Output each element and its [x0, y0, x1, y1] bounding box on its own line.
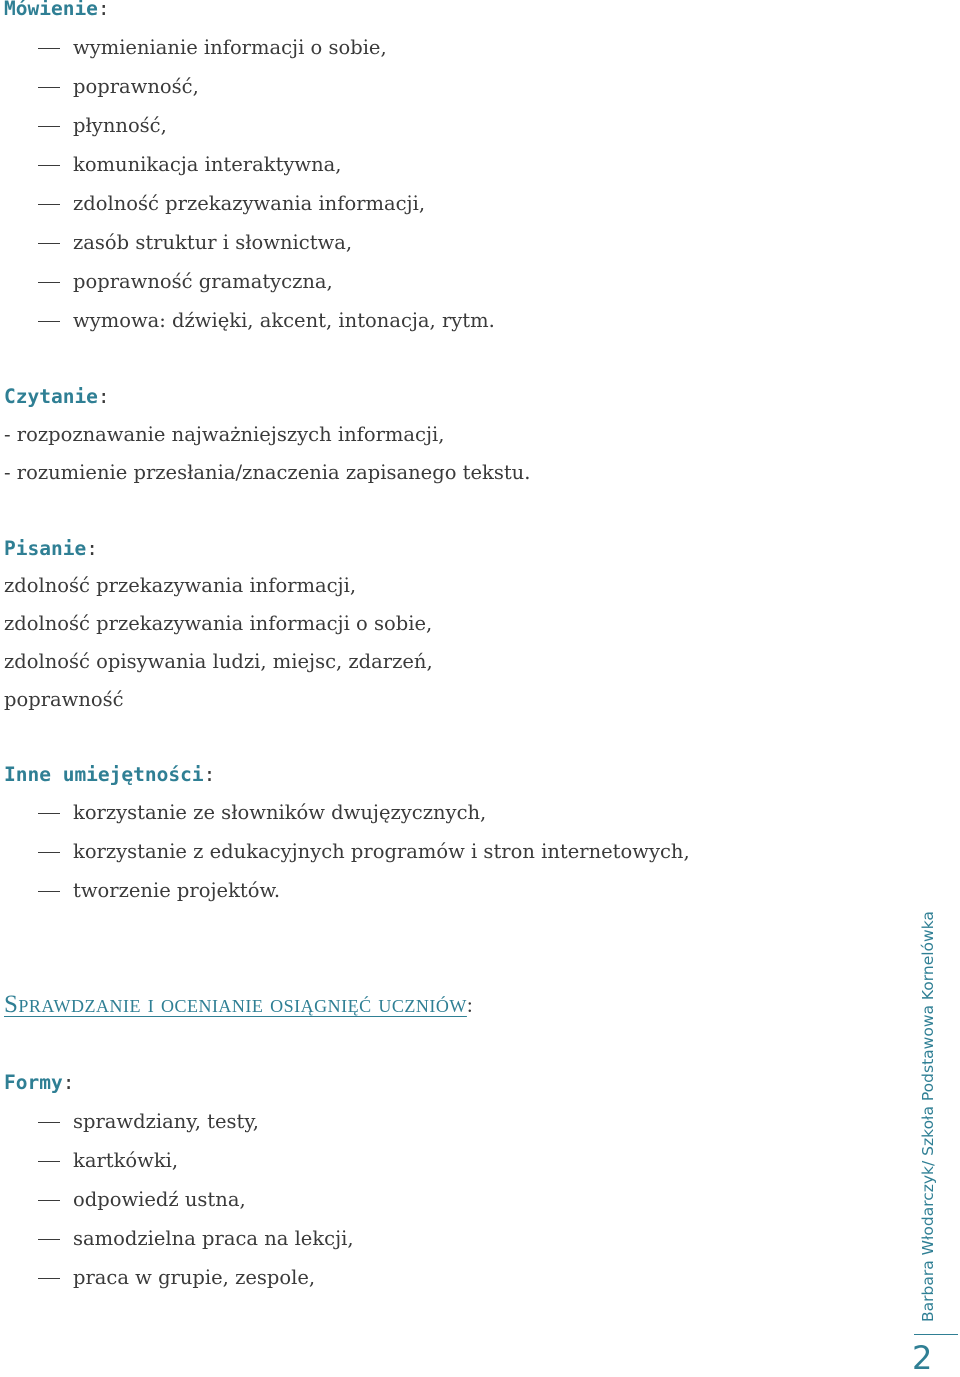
dash-bullet: [38, 1122, 60, 1123]
heading-colon: :: [62, 1071, 75, 1094]
list-item: [73, 270, 333, 294]
heading-colon: :: [86, 537, 98, 560]
heading-czytanie-text: Czytanie: [4, 385, 98, 408]
list-item-text: kartkówki,: [73, 1149, 179, 1172]
dash-bullet: [38, 1200, 60, 1201]
dash-bullet: [38, 204, 60, 205]
list-item: [73, 114, 167, 138]
list-item-text: poprawność gramatyczna,: [73, 270, 333, 293]
heading-colon: :: [203, 763, 216, 786]
heading-mowienie: [4, 0, 110, 21]
heading-pisanie: [4, 537, 98, 561]
text-line: zdolność przekazywania informacji o sobie,: [4, 612, 433, 635]
list-item-text: korzystanie z edukacyjnych programów i stron internetowych,: [73, 840, 690, 863]
heading-mowienie-text: Mówienie: [4, 0, 98, 20]
dash-bullet: [38, 165, 60, 166]
list-item: [73, 840, 690, 864]
list-item: [73, 75, 199, 99]
dash-bullet: [38, 48, 60, 49]
section-title-sprawdzanie: [4, 990, 473, 1020]
list-item: [73, 801, 486, 825]
list-item: [73, 879, 280, 903]
list-item: [73, 1149, 178, 1173]
list-item: [73, 1110, 259, 1134]
list-item-text: płynność,: [73, 114, 167, 137]
list-item-text: wymowa: dźwięki, akcent, intonacja, rytm.: [73, 309, 495, 332]
heading-colon: :: [97, 0, 110, 20]
list-item: [73, 1188, 246, 1212]
list-item-text: sprawdziany, testy,: [73, 1110, 259, 1133]
heading-formy: [4, 1071, 74, 1095]
page-number: 2: [912, 1339, 933, 1377]
sidebar-divider: [914, 1334, 958, 1335]
list-item: [73, 153, 342, 177]
dash-bullet: [38, 1161, 60, 1162]
dash-bullet: [38, 1278, 60, 1279]
heading-inne-text: Inne umiejętności: [4, 763, 204, 786]
text-line: - rozpoznawanie najważniejszych informacji,: [4, 423, 445, 446]
section-title-text: Sprawdzanie i ocenianie osiągnięć uczniów: [4, 991, 467, 1018]
list-item-text: zasób struktur i słownictwa,: [73, 231, 353, 254]
list-item-text: korzystanie ze słowników dwujęzycznych,: [73, 801, 487, 824]
list-item: [73, 192, 425, 216]
list-item-text: tworzenie projektów.: [73, 879, 281, 902]
list-item-text: zdolność przekazywania informacji,: [73, 192, 426, 215]
list-item: [73, 309, 495, 333]
dash-bullet: [38, 1239, 60, 1240]
list-item-text: samodzielna praca na lekcji,: [73, 1227, 354, 1250]
dash-bullet: [38, 813, 60, 814]
sidebar-author: Barbara Włodarczyk/ Szkoła Podstawowa Kornelówka: [919, 911, 937, 1322]
dash-bullet: [38, 126, 60, 127]
list-item-text: wymienianie informacji o sobie,: [73, 36, 387, 59]
dash-bullet: [38, 243, 60, 244]
text-line: zdolność opisywania ludzi, miejsc, zdarzeń,: [4, 650, 433, 673]
heading-formy-text: Formy: [4, 1071, 63, 1094]
text-line: zdolność przekazywania informacji,: [4, 574, 357, 597]
list-item: [73, 1227, 354, 1251]
list-item-text: poprawność,: [73, 75, 199, 98]
dash-bullet: [38, 852, 60, 853]
list-item-text: praca w grupie, zespole,: [73, 1266, 316, 1289]
text-line: poprawność: [4, 688, 124, 711]
dash-bullet: [38, 891, 60, 892]
list-item: [73, 36, 387, 60]
dash-bullet: [38, 87, 60, 88]
heading-inne-umiejetnosci: [4, 763, 215, 787]
section-title-colon: :: [466, 993, 474, 1017]
list-item-text: odpowiedź ustna,: [73, 1188, 246, 1211]
text-line: - rozumienie przesłania/znaczenia zapisanego tekstu.: [4, 461, 531, 484]
list-item: [73, 1266, 315, 1290]
list-item: [73, 231, 352, 255]
dash-bullet: [38, 282, 60, 283]
list-item-text: komunikacja interaktywna,: [73, 153, 342, 176]
heading-czytanie: [4, 385, 110, 409]
heading-pisanie-text: Pisanie: [4, 537, 87, 560]
heading-colon: :: [97, 385, 110, 408]
dash-bullet: [38, 321, 60, 322]
